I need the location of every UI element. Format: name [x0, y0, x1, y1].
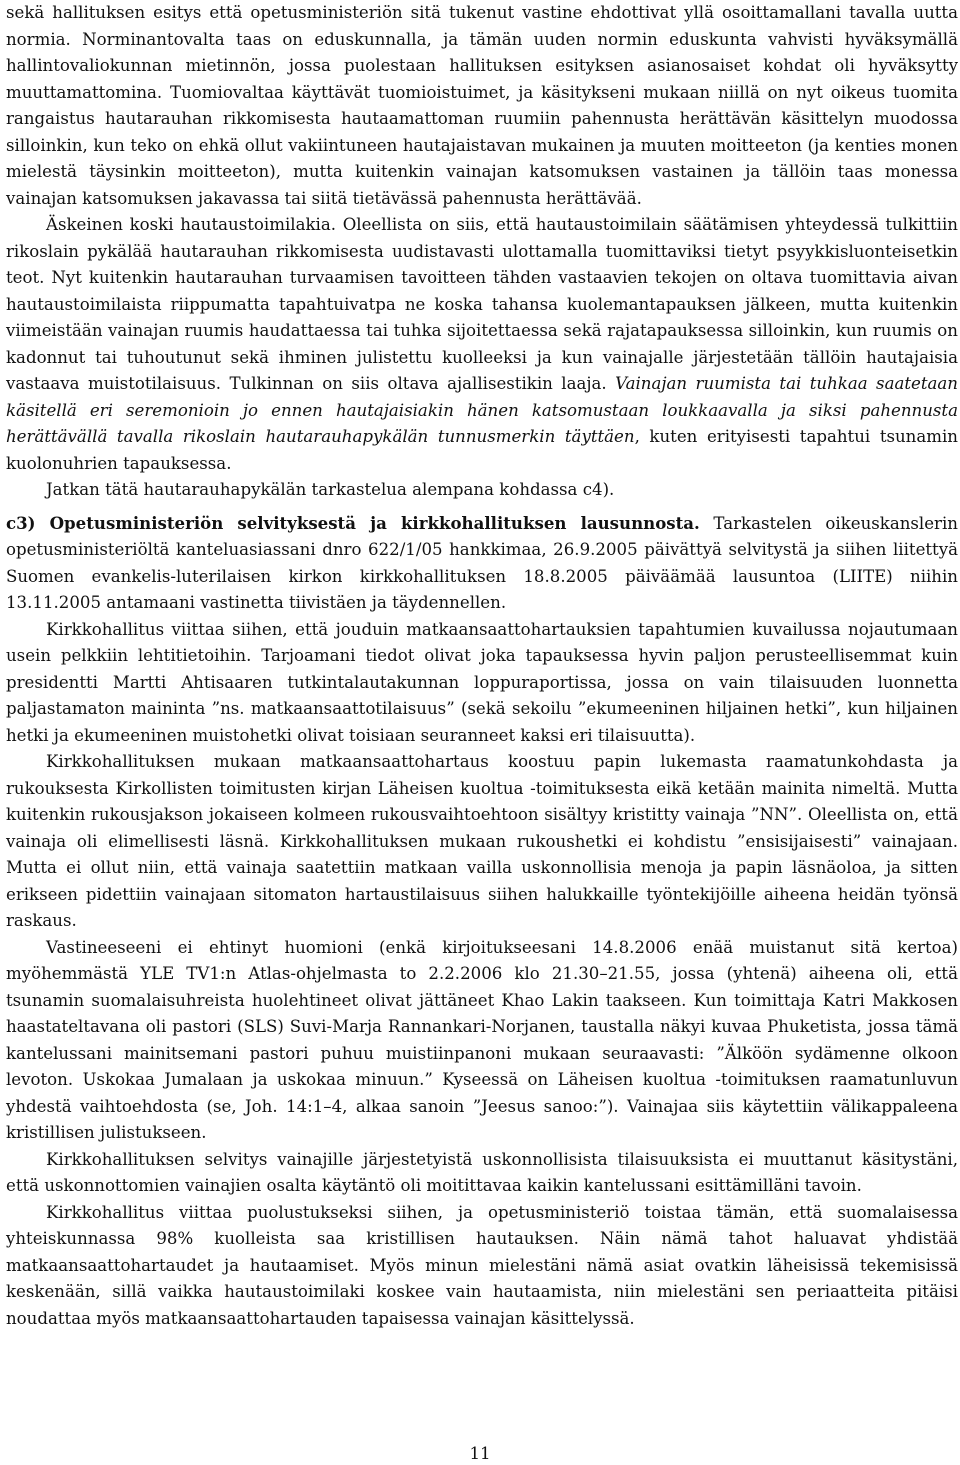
paragraph-2 [6, 212, 958, 477]
body-text [6, 0, 958, 1332]
paragraph-8 [6, 1147, 958, 1200]
section-c3-paragraph [6, 510, 958, 617]
paragraph-3 [6, 477, 958, 504]
paragraph-9 [6, 1200, 958, 1333]
text-run: Kirkkohallituksen selvitys vainajille järjestetyistä uskonnollisista tilaisuuksista ei muuttanut käsitystäni, että uskonnottomien vainajien osalta käytäntö oli moitittavaa kaikin kantelussani esittämilläni tavoin. [6, 1149, 958, 1195]
paragraph-1 [6, 0, 958, 212]
text-run: , kuten erityisesti tapahtui tsunamin kuolonuhrien tapauksessa. [6, 427, 958, 473]
text-run: Kirkkohallitus viittaa siihen, että jouduin matkaansaattohartauksien tapahtumien kuvailussa nojautumaan usein pelkkiin lehtitietoihin. Tarjoamani tiedot olivat joka tapauksessa hyvin paljon perusteellisemmat kuin presidentti Martti Ahtisaaren tutkintalautakunnan loppuraportissa, jossa on vain tilaisuuden luonnetta paljastamaton maininta ”ns. matkaansaattotilaisuus” (sekä sekoilu ”ekumeeninen hiljainen hetki”, kun hiljainen hetki ja ekumeeninen muistohetki olivat toisiaan seuranneet kaksi eri tilaisuutta). [6, 619, 958, 745]
text-run: Jatkan tätä hautarauhapykälän tarkastelua alempana kohdassa c4). [46, 480, 615, 499]
page-number: 11 [469, 1444, 491, 1463]
document-page [6, 0, 958, 1332]
text-run: Äskeinen koski hautaustoimilakia. Oleellista on siis, että hautaustoimilain säätämisen yhteydessä tulkittiin rikoslain pykälää hautarauhan rikkomisesta uudistavasti ulottamalla tuomittaviksi tietyt psyykkisluonteisetkin teot. Nyt kuitenkin hautarauhan turvaamisen tavoitteen tähden vastaavien tekojen on oltava tuomittavia aivan hautaustoimilaista riippumatta tapahtuivatpa ne koska tahansa kuolemantapauksen jälkeen, mutta kuitenkin viimeistään vainajan ruumis haudattaessa tai tuhka sijoitettaessa sekä rajatapauksessa silloinkin, kun ruumis on kadonnut tai tuhoutunut sekä ihminen julistettu kuolleeksi ja kun vainajalle järjestetään tällöin hautajaisia vastaava muistotilaisuus. Tulkinnan on siis oltava ajallisestikin laaja. [6, 215, 958, 393]
text-run: Tarkastelen oikeuskanslerin opetusministeriöltä kanteluasiassani dnro 622/1/05 hankkimaa, 26.9.2005 päivättyä selvitystä ja siihen liitettyä Suomen evankelis-luterilaisen kirkon kirkkohallituksen 18.8.2005 päiväämää lausuntoa (LIITE) niihin 13.11.2005 antamaani vastinetta tiivistäen ja täydennellen. [6, 513, 958, 612]
text-run: Kirkkohallituksen mukaan matkaansaattohartaus koostuu papin lukemasta raamatunkohdasta ja rukouksesta Kirkollisten toimitusten kirjan Läheisen kuoltua -toimituksesta eikä ketään mainita nimeltä. Mutta kuitenkin rukousjakson jokaiseen kolmeen rukousvaihtoehtoon sisältyy kristitty vainaja ”NN”. Oleellista on, että vainaja oli elimellisesti läsnä. Kirkkohallituksen mukaan rukoushetki ei kohdistu ”ensisijaisesti” vainajaan. Mutta ei ollut niin, että vainaja saatettiin matkaan vailla uskonnollisia menoja ja papin läsnäoloa, ja sitten erikseen pidettiin vainajaan sitomaton hartaustilaisuus siihen halukkaille työntekijöille aiheena heidän työnsä raskaus. [6, 752, 958, 930]
section-heading: c3) Opetusministeriön selvityksestä ja kirkkohallituksen lausunnosta. [6, 512, 700, 533]
paragraph-7 [6, 935, 958, 1147]
paragraph-6 [6, 749, 958, 935]
emphasized-text: Vainajan ruumista tai tuhkaa saatetaan käsitellä eri seremonioin jo ennen hautajaisiakin hänen katsomustaan loukkaavalla ja siksi pahennusta herättävällä tavalla rikoslain hautarauhapykälän tunnusmerkin täyttäen [6, 374, 958, 446]
paragraph-5 [6, 617, 958, 750]
text-run: Kirkkohallitus viittaa puolustukseksi siihen, ja opetusministeriö toistaa tämän, että suomalaisessa yhteiskunnassa 98% kuolleista saa kristillisen hautauksen. Näin nämä tahot haluavat yhdistää matkaansaattohartaudet ja hautaamiset. Myös minun mielestäni nämä asiat ovatkin läheisissä tekemisissä keskenään, sillä vaikka hautaustoimilaki koskee vain hautaamista, niin mielestäni sen periaatteita pitäisi noudattaa myös matkaansaattohartauden tapaisessa vainajan käsittelyssä. [6, 1202, 958, 1328]
text-run: sekä hallituksen esitys että opetusministeriön sitä tukenut vastine ehdottivat yllä osoittamallani tavalla uutta normia. Norminantovalta taas on eduskunnalla, ja tämän uuden normin eduskunta vahvisti hyväksymällä hallintovaliokunnan mietinnön, jossa puolestaan hallituksen esityksen asianosaiset kohdat oli hyväksytty muuttamattomina. Tuomiovaltaa käyttävät tuomioistuimet, ja käsitykseni mukaan niillä on nyt oikeus tuomita rangaistus hautarauhan rikkomisesta hautaamattoman ruumiin pahennusta herättävän käsittelyn muodossa silloinkin, kun teko on ehkä ollut vakiintuneen hautajaistavan mukainen ja muuten moitteeton (ja kenties monen mielestä täysinkin moitteeton), mutta kuitenkin vainajan katsomuksen vastainen ja tällöin taas monessa vainajan katsomuksen jakavassa tai siitä tietävässä pahennusta herättävää. [6, 3, 958, 208]
text-run: Vastineeseeni ei ehtinyt huomioni (enkä kirjoitukseesani 14.8.2006 enää muistanut sitä kertoa) myöhemmästä YLE TV1:n Atlas-ohjelmasta to 2.2.2006 klo 21.30–21.55, jossa (yhtenä) aiheena oli, että tsunamin suomalaisuhreista huolehtineet olivat jättäneet Khao Lakin taakseen. Kun toimittaja Katri Makkosen haastateltavana oli pastori (SLS) Suvi-Marja Rannankari-Norjanen, taustalla näkyi kuvaa Phuketista, jossa tämä kantelussani mainitsemani pastori puhuu muistiinpanoni mukaan seuraavasti: ”Älköön sydämenne olkoon levoton. Uskokaa Jumalaan ja uskokaa minuun.” Kyseessä on Läheisen kuoltua -toimituksen raamatunluvun yhdestä vaihtoehdosta (se, Joh. 14:1–4, alkaa sanoin ”Jeesus sanoo:”). Vainajaa siis käytettiin välikappaleena kristillisen julistukseen. [6, 937, 958, 1142]
